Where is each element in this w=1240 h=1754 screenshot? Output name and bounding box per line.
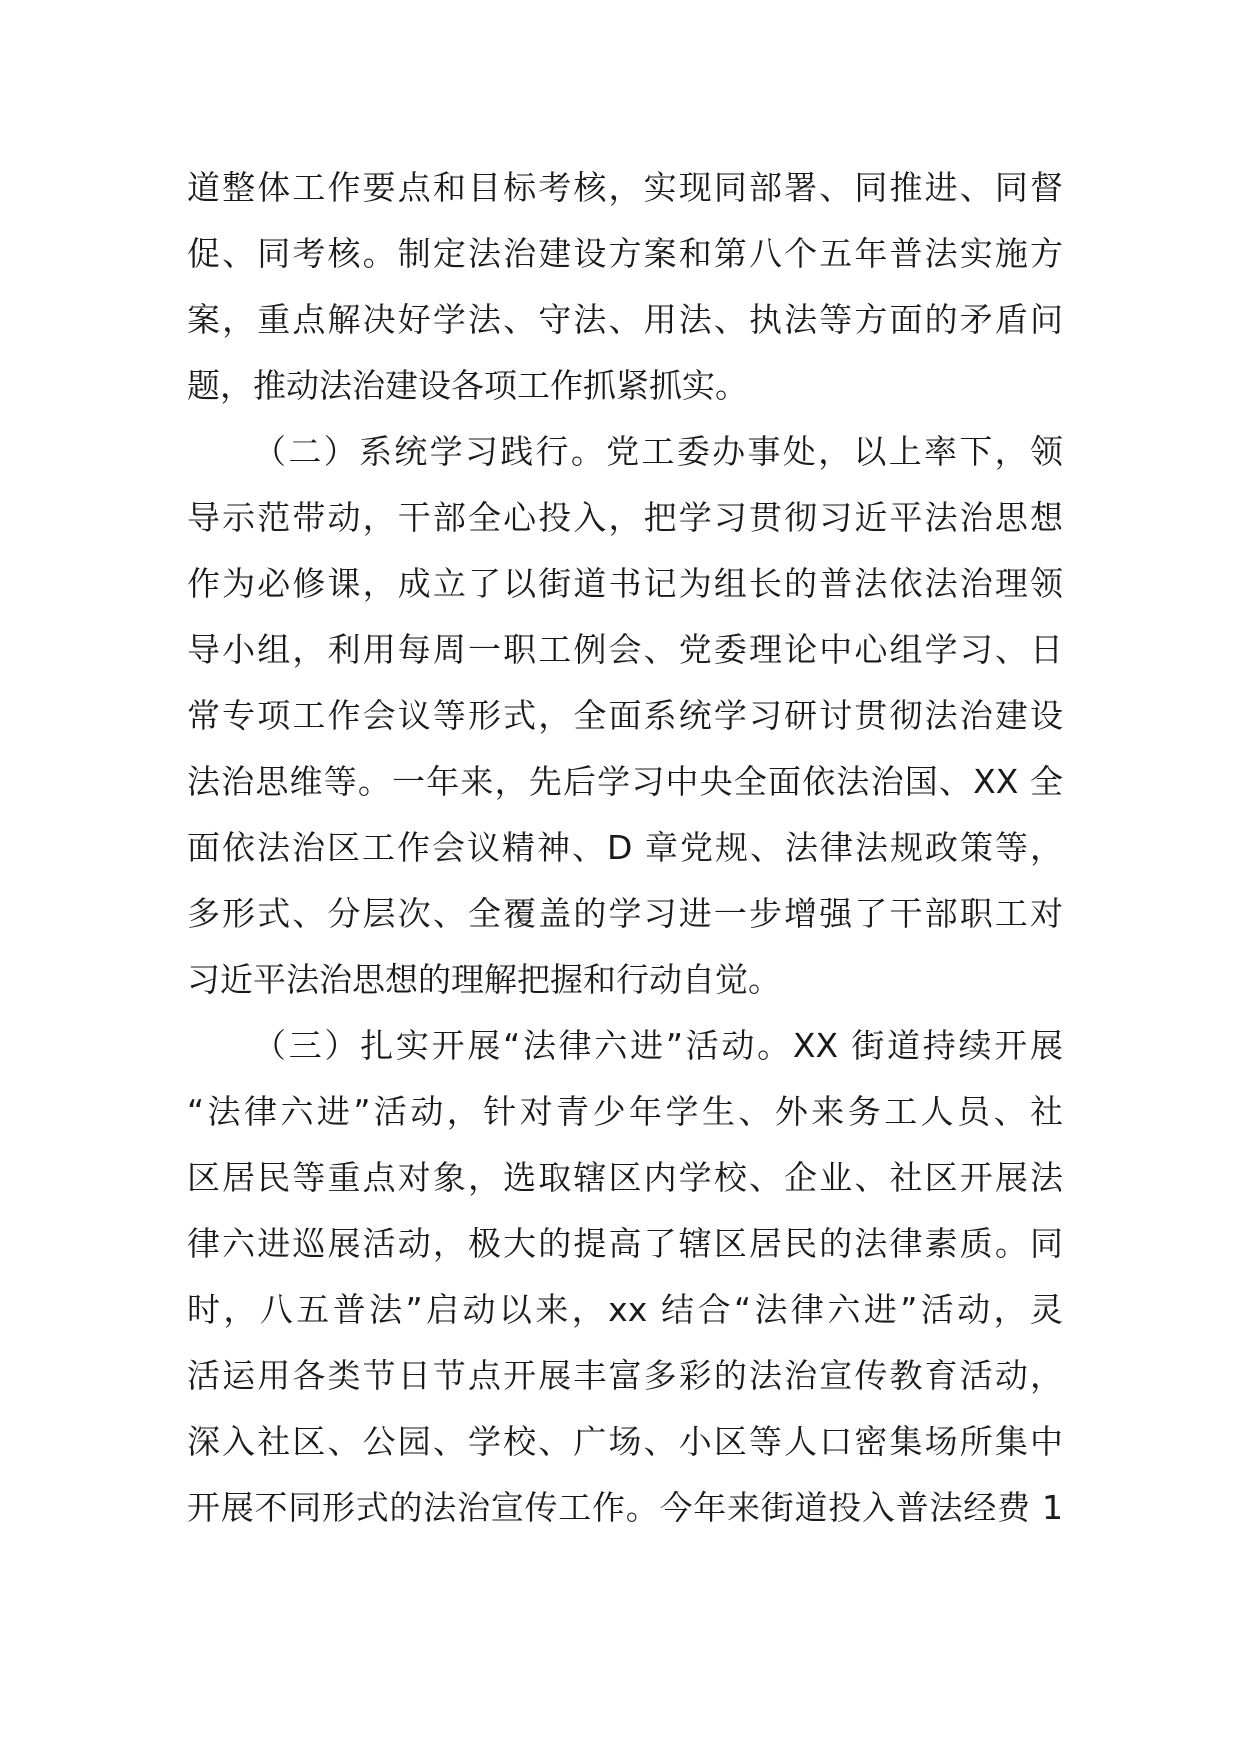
paragraph [187,419,1063,1013]
text-line: 深入社区、公园、学校、广场、小区等人口密集场所集中 [187,1422,1063,1461]
body-text [187,155,1063,1541]
text-line: 区居民等重点对象，选取辖区内学校、企业、社区开展法 [187,1158,1063,1197]
text-line: 作为必修课，成立了以街道书记为组长的普法依法治理领 [187,564,1063,603]
paragraph [187,155,1063,419]
text-line: 多形式、分层次、全覆盖的学习进一步增强了干部职工对 [187,894,1063,933]
text-line: “法律六进”活动，针对青少年学生、外来务工人员、社 [187,1092,1063,1131]
text-line: 面依法治区工作会议精神、D 章党规、法律法规政策等， [187,828,1063,867]
text-line: 案，重点解决好学法、守法、用法、执法等方面的矛盾问 [187,300,1063,339]
text-line: 习近平法治思想的理解把握和行动自觉。 [187,960,781,999]
text-line: 促、同考核。制定法治建设方案和第八个五年普法实施方 [187,234,1063,273]
text-line: 律六进巡展活动，极大的提高了辖区居民的法律素质。同 [187,1224,1063,1263]
paragraph [187,1013,1063,1541]
text-line: 导小组，利用每周一职工例会、党委理论中心组学习、日 [187,630,1063,669]
text-line: （三）扎实开展“法律六进”活动。XX 街道持续开展 [253,1026,1063,1065]
text-line: 题，推动法治建设各项工作抓紧抓实。 [187,366,748,405]
text-line: 活运用各类节日节点开展丰富多彩的法治宣传教育活动， [187,1356,1063,1395]
text-line: 常专项工作会议等形式，全面系统学习研讨贯彻法治建设 [187,696,1063,735]
text-line: 道整体工作要点和目标考核，实现同部署、同推进、同督 [187,168,1063,207]
text-line: 时，八五普法”启动以来，xx 结合“法律六进”活动，灵 [187,1290,1063,1329]
text-line: 导示范带动，干部全心投入，把学习贯彻习近平法治思想 [187,498,1063,537]
text-line: （二）系统学习践行。党工委办事处，以上率下，领 [253,432,1063,471]
text-line: 法治思维等。一年来，先后学习中央全面依法治国、XX 全 [187,762,1063,801]
text-line: 开展不同形式的法治宣传工作。今年来街道投入普法经费 1 [187,1488,1063,1527]
